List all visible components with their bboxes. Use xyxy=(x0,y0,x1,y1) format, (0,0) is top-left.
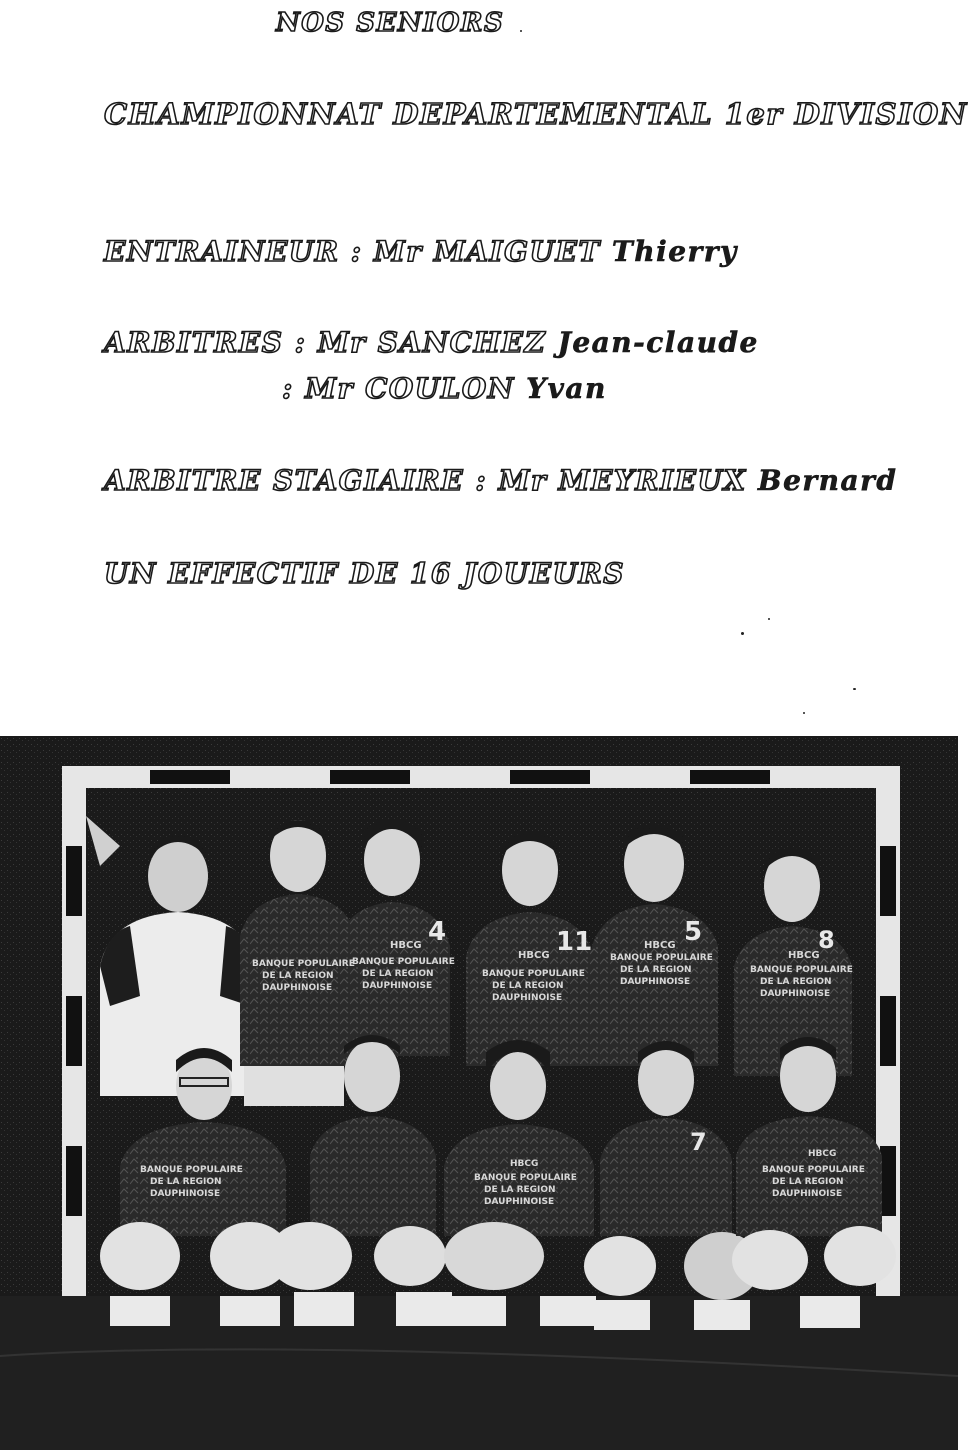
jersey-sponsor: DAUPHINOISE xyxy=(484,1197,555,1207)
referee1-title: Mr xyxy=(317,326,367,359)
jersey-number: 5 xyxy=(684,917,703,947)
coach-firstname: Thierry xyxy=(611,235,738,268)
scan-speck xyxy=(803,712,805,714)
jersey-sponsor: DAUPHINOISE xyxy=(150,1189,221,1199)
coach-title: Mr xyxy=(373,235,423,268)
championship-line: CHAMPIONNAT DEPARTEMENTAL 1er DIVISION xyxy=(104,97,968,131)
jersey-sponsor: DE LA REGION xyxy=(492,981,564,991)
referee1-firstname: Jean-claude xyxy=(557,326,759,359)
scan-speck xyxy=(853,688,856,690)
trainee-title: Mr xyxy=(498,464,548,497)
jersey-sponsor: DAUPHINOISE xyxy=(620,977,691,987)
jersey-sponsor: DAUPHINOISE xyxy=(760,989,831,999)
jersey-club: HBCG xyxy=(518,950,550,961)
jersey-sponsor: BANQUE POPULAIRE xyxy=(252,959,355,969)
referee1-surname: SANCHEZ xyxy=(377,326,547,359)
jersey-sponsor: BANQUE POPULAIRE xyxy=(482,969,585,979)
coach-surname: MAIGUET xyxy=(433,235,601,268)
jersey-sponsor: DE LA REGION xyxy=(262,971,334,981)
scan-speck xyxy=(741,632,744,635)
referee-line-2 xyxy=(282,372,607,405)
jersey-sponsor: DE LA REGION xyxy=(772,1177,844,1187)
squad-summary: UN EFFECTIF DE 16 JOUEURS xyxy=(104,557,625,590)
trainee-label: ARBITRE STAGIAIRE : xyxy=(104,464,488,497)
jersey-number: 11 xyxy=(556,927,593,957)
referee2-firstname: Yvan xyxy=(526,372,607,405)
jersey-club: HBCG xyxy=(644,940,676,951)
trainee-firstname: Bernard xyxy=(757,464,898,497)
page-title: NOS SENIORS xyxy=(276,8,505,38)
jersey-number: 4 xyxy=(428,917,447,947)
jersey-number: 8 xyxy=(818,926,835,954)
jersey-club: HBCG xyxy=(390,940,422,951)
jersey-sponsor: BANQUE POPULAIRE xyxy=(750,965,853,975)
referee2-title: Mr xyxy=(305,372,354,405)
trainee-referee-line xyxy=(104,464,898,497)
jersey-sponsor: BANQUE POPULAIRE xyxy=(140,1165,243,1175)
referee-line-1 xyxy=(104,326,759,359)
jersey-sponsor: DE LA REGION xyxy=(362,969,434,979)
jersey-club: HBCG xyxy=(510,1159,539,1169)
jersey-club: HBCG xyxy=(788,950,820,961)
scan-speck xyxy=(520,30,522,32)
jersey-sponsor: BANQUE POPULAIRE xyxy=(762,1165,865,1175)
jersey-sponsor: DAUPHINOISE xyxy=(772,1189,843,1199)
jersey-sponsor: BANQUE POPULAIRE xyxy=(352,957,455,967)
jersey-sponsor: DAUPHINOISE xyxy=(362,981,433,991)
team-photo xyxy=(0,736,958,1450)
coach-line xyxy=(104,235,738,268)
referees-label: ARBITRES : xyxy=(104,326,307,359)
jersey-sponsor: DE LA REGION xyxy=(150,1177,222,1187)
jersey-sponsor: BANQUE POPULAIRE xyxy=(610,953,713,963)
jersey-sponsor: BANQUE POPULAIRE xyxy=(474,1173,577,1183)
jersey-sponsor: DAUPHINOISE xyxy=(262,983,333,993)
jersey-sponsor: DE LA REGION xyxy=(760,977,832,987)
jersey-sponsor: DAUPHINOISE xyxy=(492,993,563,1003)
scan-speck xyxy=(768,618,770,620)
jersey-number: 7 xyxy=(690,1128,707,1156)
jersey-sponsor: DE LA REGION xyxy=(484,1185,556,1195)
referee2-surname: COULON xyxy=(365,372,515,405)
coach-label: ENTRAINEUR : xyxy=(104,235,363,268)
jersey-club: HBCG xyxy=(808,1149,837,1159)
referee2-prefix: : xyxy=(282,372,294,405)
trainee-surname: MEYRIEUX xyxy=(558,464,747,497)
jersey-sponsor: DE LA REGION xyxy=(620,965,692,975)
